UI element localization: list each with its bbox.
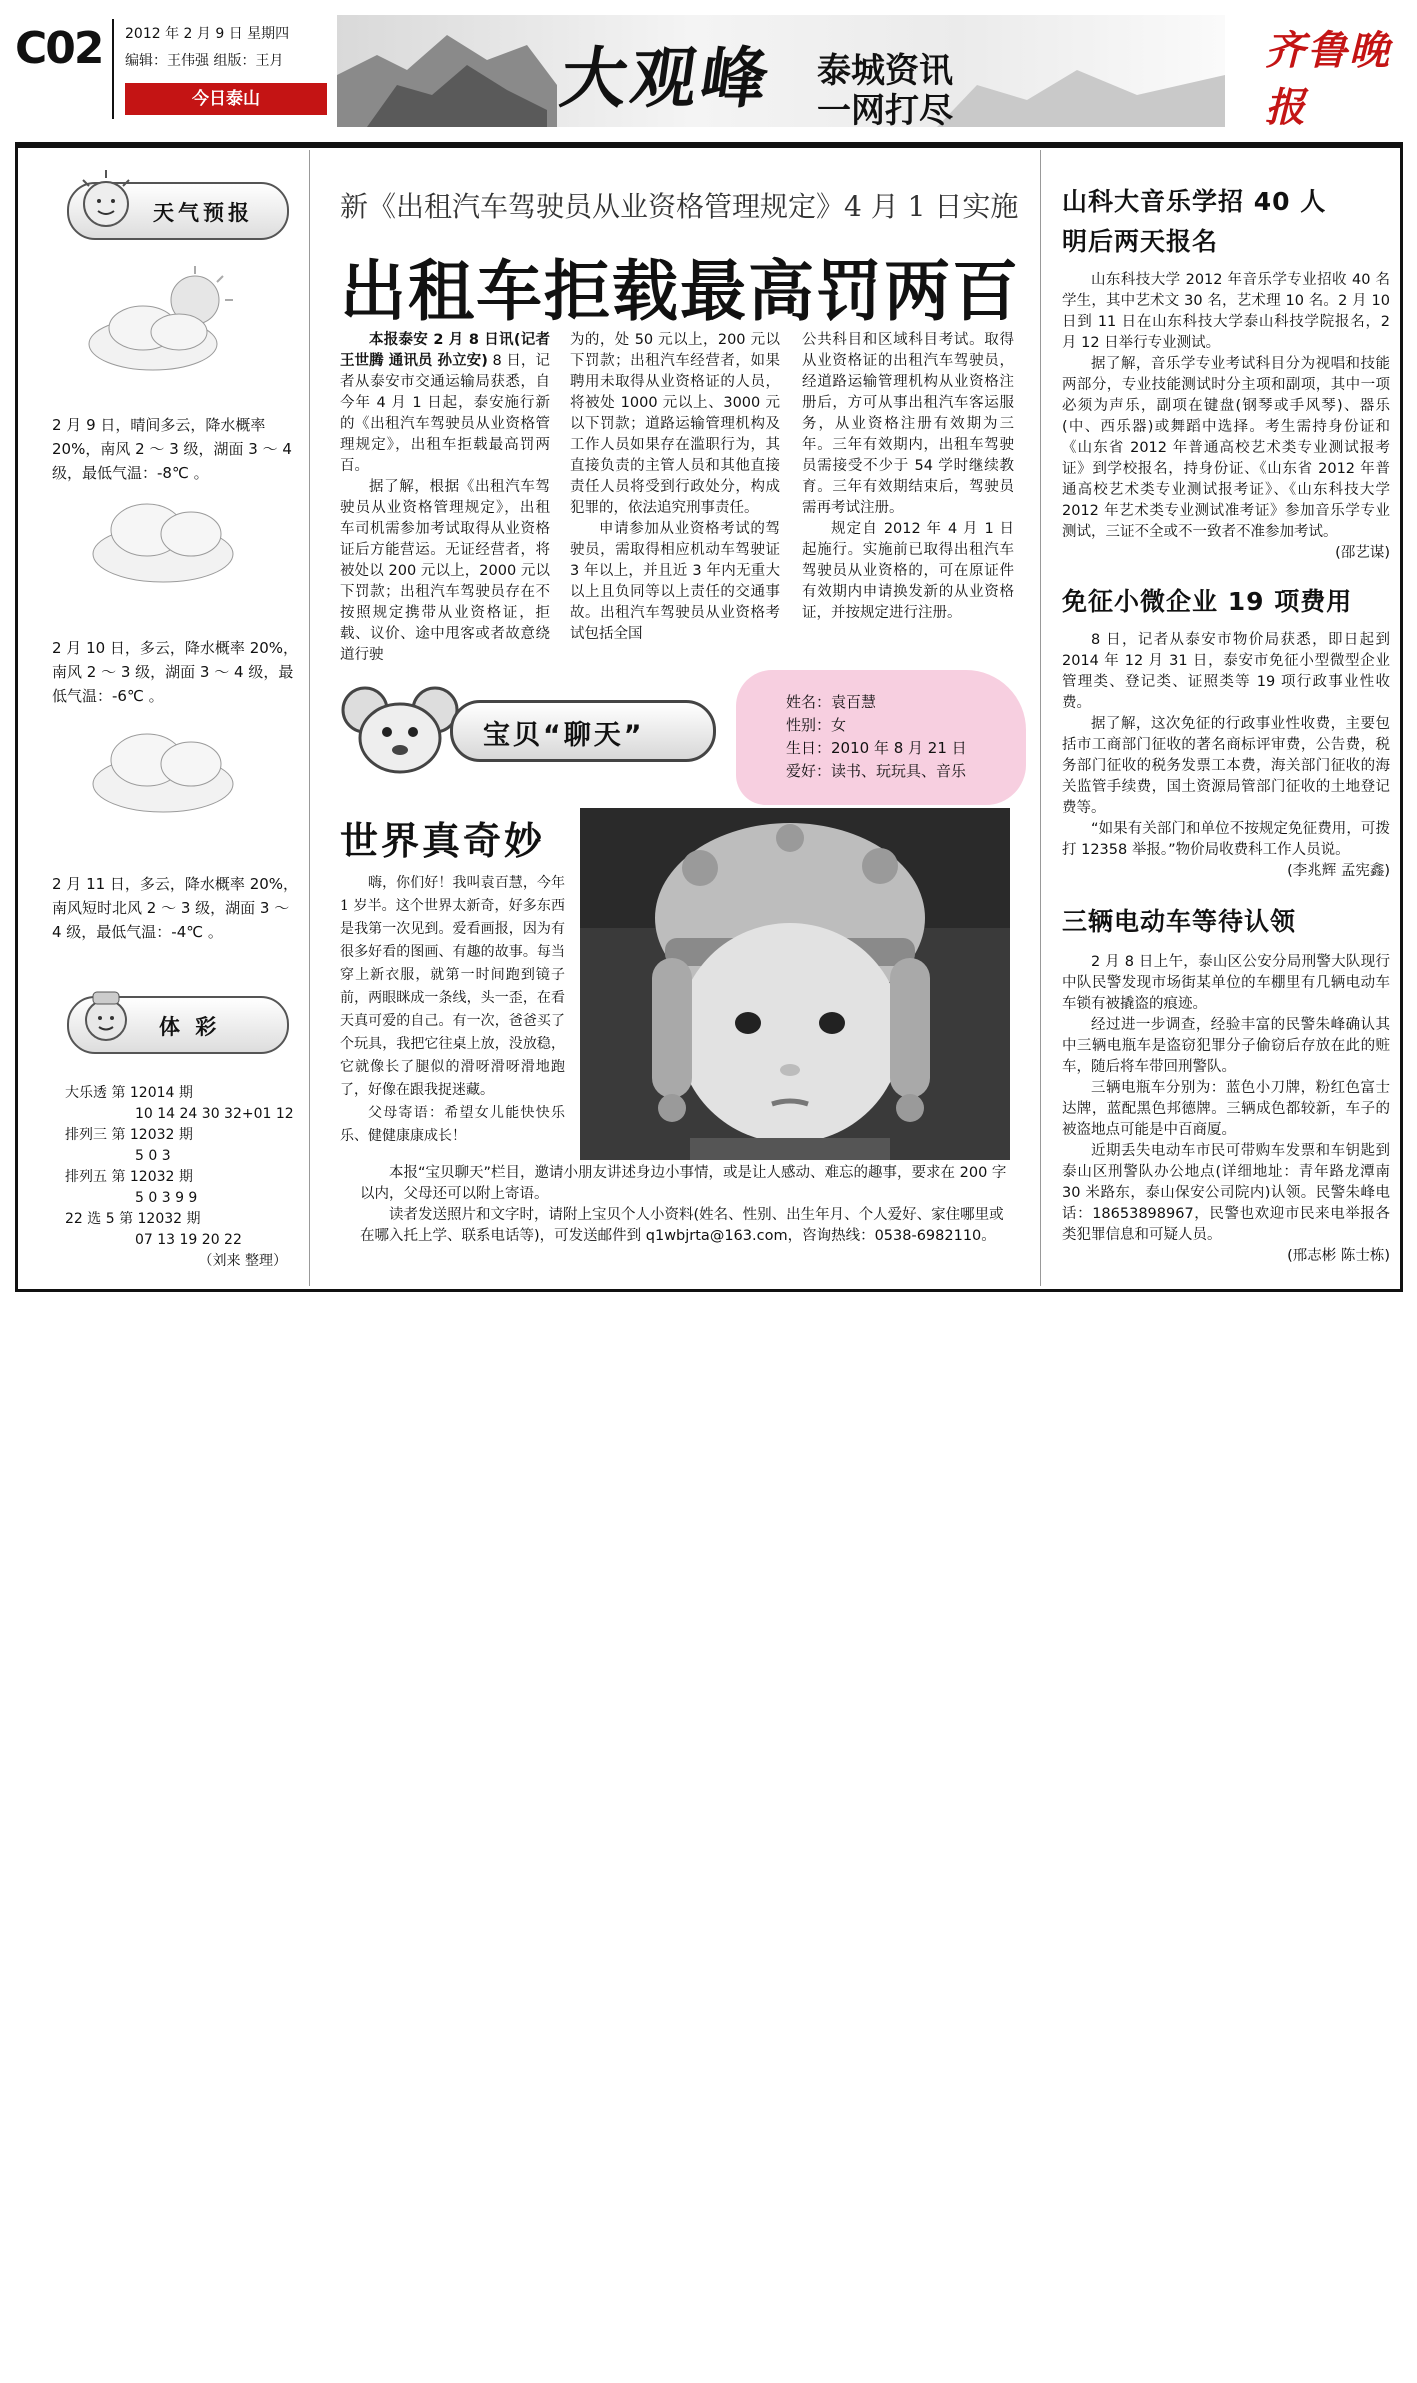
article-paragraph: 三辆电瓶车分别为：蓝色小刀牌，粉红色富士达牌，蓝配黑色邦德牌。三辆成色都较新，车子的被盗地点可能是中百商厦。 xyxy=(1062,1080,1390,1138)
article-dateline: 本报泰安 2 月 8 日讯(记者 王世腾 通讯员 孙立安) xyxy=(340,332,550,369)
weather-badge-label: 天气预报 xyxy=(153,201,253,225)
cloudy-icon xyxy=(83,478,253,588)
baby-photo xyxy=(580,808,1010,1160)
section-tab: 今日泰山 xyxy=(125,83,327,115)
article-paragraph: 为的，处 50 元以上，200 元以下罚款；出租汽车经营者，如果聘用未取得从业资格证的人员，将被处 1000 元以上、3000 元以下罚款；道路运输管理机构及工作人员如果存在滥职行为，其直接负责的主管人员和其他直接责任人员将受到行政处分，构成犯罪的，依法追究刑事责任。 xyxy=(570,332,780,516)
article-paragraph: 据了解，根据《出租汽车驾驶员从业资格管理规定》，出租车司机需参加考试取得从业资格证后方能营运。无证经营者，将被处以 200 元以上，2000 元以下罚款；出租汽车驾驶员存在不按照规定携带从业资格证，拒载、议价、途中甩客或者故意绕道行驶 xyxy=(340,479,550,663)
music-article-body xyxy=(1062,270,1390,564)
baby-story-paragraph: 嗨，你们好！我叫袁百慧，今年 1 岁半。这个世界太新奇，好多东西是我第一次见到。爱看画报，因为有很多好看的图画、有趣的故事。每当穿上新衣服，就第一时间跑到镜子前，两眼眯成一条线，头一歪，在看天真可爱的自己。有一次，爸爸买了个玩具，我把它往桌上放，没放稳，它就像长了腿似的滑呀滑呀滑地跑了，好像在跟我捉迷藏。 xyxy=(340,875,565,1098)
lottery-item: 大乐透 第 12014 期 xyxy=(65,1085,193,1101)
lottery-byline: （刘来 整理） xyxy=(198,1253,287,1269)
date-line: 2012 年 2 月 9 日 星期四 xyxy=(125,26,290,42)
banner-slogan-2: 一网打尽 xyxy=(817,91,953,127)
baby-gender: 性别：女 xyxy=(786,716,847,734)
article-paragraph: 2 月 8 日上午，泰山区公安分局刑警大队现行中队民警发现市场街某单位的车棚里有几辆电动车车锁有被撬盗的痕迹。 xyxy=(1062,954,1390,1012)
ebike-article-body xyxy=(1062,952,1390,1267)
partly-cloudy-icon xyxy=(83,266,253,376)
right-column-rule xyxy=(1040,150,1041,1286)
cloudy-icon xyxy=(83,708,253,818)
lottery-item: 22 选 5 第 12032 期 xyxy=(65,1211,201,1227)
lottery-numbers: 5 0 3 9 9 xyxy=(135,1190,198,1206)
editors-line: 编辑：王伟强 组版：王月 xyxy=(125,53,284,69)
notice-paragraph: 本报“宝贝聊天”栏目，邀请小朋友讲述身边小事情，或是让人感动、难忘的趣事，要求在 200 字以内，父母还可以附上寄语。 xyxy=(360,1165,1007,1202)
masthead-divider xyxy=(112,19,114,119)
weather-day-2: 2 月 10 日，多云，降水概率 20%，南风 2 ～ 3 级，湖面 3 ～ 4 级，最低气温：-6℃ 。 xyxy=(52,639,299,705)
baby-portrait-image xyxy=(580,808,1010,1160)
baby-profile-card xyxy=(736,670,1026,805)
banner-slogan-1: 泰城资讯 xyxy=(817,51,953,91)
notice-paragraph: 读者发送照片和文字时，请附上宝贝个人小资料(姓名、性别、出生年月、个人爱好、家住哪里或在哪入托上学、联系电话等)，可发送邮件到 q1wbjrta@163.com，咨询热线：0538-6982110。 xyxy=(360,1207,1004,1244)
masthead xyxy=(15,15,1405,131)
lottery-badge-label: 体 彩 xyxy=(159,1015,221,1039)
lottery-list xyxy=(65,1083,315,1272)
column-notice xyxy=(360,1163,1010,1247)
parents-message: 父母寄语：希望女儿能快快乐乐、健健康康成长！ xyxy=(340,1105,565,1144)
lottery-numbers: 5 0 3 xyxy=(135,1148,171,1164)
article-paragraph: 规定自 2012 年 4 月 1 日起施行。实施前已取得出租汽车驾驶员从业资格的，可在原证件有效期内申请换发新的从业资格证，并按规定进行注册。 xyxy=(802,521,1014,621)
article-column-2 xyxy=(570,330,780,645)
banner-title: 大观峰 xyxy=(555,39,777,117)
cartoon-mouse-icon xyxy=(335,680,465,780)
banner xyxy=(337,15,1225,127)
article-paragraph: 据了解，这次免征的行政事业性收费，主要包括市工商部门征收的著名商标评审费，公告费，税务部门征收的税务发票工本费，海关部门征收的海关监管手续费，国土资源局管部门征收的土地登记费等。 xyxy=(1062,716,1390,816)
lottery-numbers: 10 14 24 30 32+01 12 xyxy=(135,1106,294,1122)
baby-story-title: 世界真奇妙 xyxy=(340,819,546,863)
fee-article-body xyxy=(1062,630,1390,882)
music-article-title: 山科大音乐学招 40 人 xyxy=(1062,187,1327,216)
article-column-3 xyxy=(802,330,1014,624)
sun-mascot-icon xyxy=(71,166,141,236)
article-paragraph: 经过进一步调查，经验丰富的民警朱峰确认其中三辆电瓶车是盗窃犯罪分子偷窃后存放在此的赃车，随后将车带回刑警队。 xyxy=(1062,1017,1390,1075)
article-headline: 出租车拒载最高罚两百 xyxy=(340,253,1020,330)
article-paragraph: 公共科目和区域科目考试。取得从业资格证的出租汽车驾驶员，经道路运输管理机构从业资格注册后，方可从事出租汽车客运服务，从业资格注册有效期为三年。三年有效期内，出租车驾驶员需接受不少于 54 学时继续教育。三年有效期结束后，驾驶员需再考试注册。 xyxy=(802,332,1014,516)
baby-name: 姓名：袁百慧 xyxy=(786,693,877,711)
baby-chat-logo xyxy=(335,680,715,780)
fee-article-title: 免征小微企业 19 项费用 xyxy=(1062,587,1353,616)
music-article-subtitle: 明后两天报名 xyxy=(1062,227,1219,256)
left-column xyxy=(15,148,309,1288)
mountain-illustration xyxy=(337,15,1225,127)
ebike-article-title: 三辆电动车等待认领 xyxy=(1062,907,1297,936)
article-byline: (邵艺谋) xyxy=(1335,545,1390,561)
article-paragraph: 8 日，记者从泰安市物价局获悉，即日起到 2014 年 12 月 31 日，泰安市免征小型微型企业管理类、登记类、证照类等 19 项行政事业性收费。 xyxy=(1062,632,1390,711)
article-paragraph: 近期丢失电动车市民可带购车发票和车钥匙到泰山区刑警队办公地点(详细地址：青年路龙潭南 30 米路东，泰山保安公司院内)认领。民警朱峰电话：18653898967，民警也欢迎市民来电举报各类犯罪信息和可疑人员。 xyxy=(1062,1143,1390,1243)
baby-chat-banner xyxy=(450,700,716,762)
lottery-item: 排列五 第 12032 期 xyxy=(65,1169,193,1185)
article-paragraph: 山东科技大学 2012 年音乐学专业招收 40 名学生，其中艺术文 30 名，艺术理 10 名。2 月 10 日到 11 日在山东科技大学泰山科技学院报名，2 月 12 日举行专业测试。 xyxy=(1062,272,1390,351)
article-byline: (邢志彬 陈士栋) xyxy=(1287,1248,1390,1264)
lottery-item: 排列三 第 12032 期 xyxy=(65,1127,193,1143)
article-paragraph: “如果有关部门和单位不按规定免征费用，可拨打 12358 举报。”物价局收费科工作人员说。 xyxy=(1062,821,1390,858)
newspaper-logo: 齐鲁晚报 xyxy=(1265,27,1391,131)
article-subhead: 新《出租汽车驾驶员从业资格管理规定》4 月 1 日实施 xyxy=(340,190,1019,223)
lottery-mascot-icon xyxy=(75,986,137,1048)
article-paragraph: 申请参加从业资格考试的驾驶员，需取得相应机动车驾驶证 3 年以上，并且近 3 年内无重大以上且负同等以上责任的交通事故。出租汽车驾驶员从业资格考试包括全国 xyxy=(570,521,780,642)
weather-day-1: 2 月 9 日，晴间多云，降水概率 20%，南风 2 ～ 3 级，湖面 3 ～ 4 级，最低气温：-8℃ 。 xyxy=(52,416,292,482)
weather-day-3: 2 月 11 日，多云，降水概率 20%，南风短时北风 2 ～ 3 级，湖面 3 ～ 4 级，最低气温：-4℃ 。 xyxy=(52,875,299,941)
article-byline: (李兆辉 孟宪鑫) xyxy=(1287,863,1390,879)
lottery-badge xyxy=(67,996,289,1054)
weather-badge xyxy=(67,182,289,240)
article-column-1 xyxy=(340,330,550,666)
baby-birthday: 生日：2010 年 8 月 21 日 xyxy=(786,739,967,757)
baby-story xyxy=(340,872,565,1148)
article-paragraph: 8 日，记者从泰安市交通运输局获悉，自今年 4 月 1 日起，泰安施行新的《出租汽车驾驶员从业资格管理规定》，出租车拒载最高罚两百。 xyxy=(340,353,550,474)
baby-hobby: 爱好：读书、玩玩具、音乐 xyxy=(786,762,967,780)
lottery-numbers: 07 13 19 20 22 xyxy=(135,1232,242,1248)
baby-chat-title: 宝贝“聊天” xyxy=(483,720,645,751)
page-number: C02 xyxy=(15,23,103,74)
article-paragraph: 据了解，音乐学专业考试科目分为视唱和技能两部分，专业技能测试时分主项和副项，其中一项必须为声乐，副项在键盘(钢琴或手风琴)、器乐(中、西乐器)或舞蹈中选择。考生需持身份证和《山东省 2012 年普通高校艺术类专业测试报考证》到学校报名，持身份证、《山东省 2012 年普通高校艺术类专业测试报考证》、《山东科技大学 2012 年艺术类专业测试准考证》参加音乐学专业测试，三证不全或不一致者不准参加考试。 xyxy=(1062,356,1390,540)
